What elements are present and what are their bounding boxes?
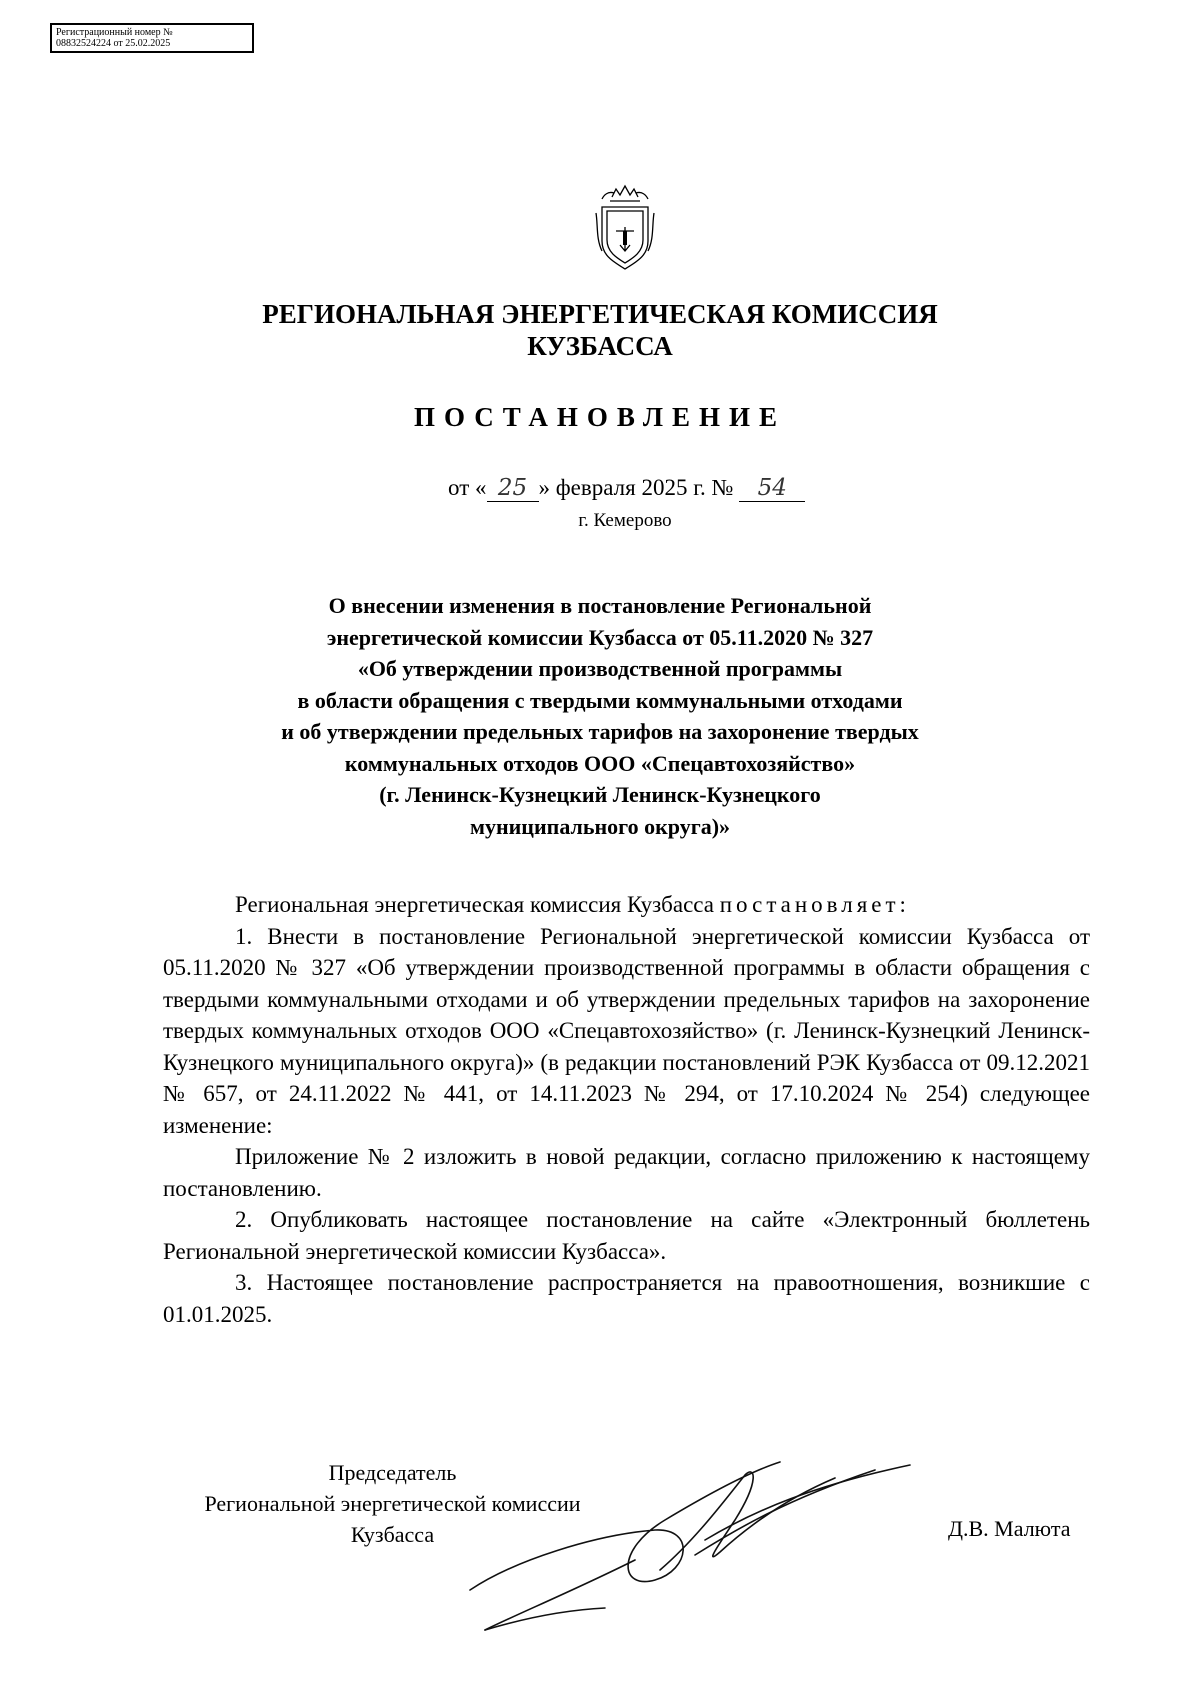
agency-name xyxy=(0,298,1200,362)
date-middle: » февраля 2025 г. № xyxy=(538,475,734,500)
city: г. Кемерово xyxy=(578,510,672,531)
intro-decree-word: постановляет: xyxy=(719,892,910,917)
date-line xyxy=(448,475,805,502)
date-day: 25 xyxy=(487,475,539,502)
subject-line: энергетической комиссии Кузбасса от 05.11.2020 № 327 xyxy=(326,624,874,650)
coat-of-arms-icon xyxy=(592,183,658,273)
intro-text: Региональная энергетическая комиссия Кузбасса xyxy=(235,892,720,917)
agency-name-line2: КУЗБАССА xyxy=(527,331,673,361)
document-subject xyxy=(0,590,1200,842)
handwritten-signature xyxy=(455,1440,925,1640)
item-1-detail: Приложение № 2 изложить в новой редакции, согласно приложению к настоящему постановлению. xyxy=(163,1144,1090,1201)
registration-stamp xyxy=(50,23,254,53)
intro-paragraph xyxy=(163,889,1090,921)
item-1: 1. Внести в постановление Региональной энергетической комиссии Кузбасса от 05.11.2020 № 327 «Об утверждении производственной программы в области обращения с твердыми коммунальными отходами и об утверждении предельных тарифов на захоронение твердых коммунальных отходов ООО «Спецавтохозяйство» (г. Ленинск-Кузнецкий Ленинск-Кузнецкого муниципального округа)» (в редакции постановлений РЭК Кузбасса от 09.12.2021 № 657, от 24.11.2022 № 441, от 14.11.2023 № 294, от 17.10.2024 № 254) следующее изменение: xyxy=(163,923,1090,1138)
document-number: 54 xyxy=(739,475,805,502)
signatory-title-line2: Региональной энергетической комиссии xyxy=(204,1491,581,1516)
subject-line: муниципального округа)» xyxy=(469,813,731,839)
document-body xyxy=(163,889,1090,1330)
agency-name-line1: РЕГИОНАЛЬНАЯ ЭНЕРГЕТИЧЕСКАЯ КОМИССИЯ xyxy=(262,299,938,329)
subject-line: и об утверждении предельных тарифов на захоронение твердых xyxy=(281,719,919,744)
signatory-name: Д.В. Малюта xyxy=(948,1516,1071,1541)
item-3: 3. Настоящее постановление распространяется на правоотношения, возникшие с 01.01.2025. xyxy=(163,1270,1090,1327)
signatory-title-line3: Кузбасса xyxy=(350,1522,435,1547)
registration-label: Регистрационный номер № xyxy=(56,27,173,38)
registration-number: 08832524224 от 25.02.2025 xyxy=(56,38,171,49)
subject-line: О внесении изменения в постановление Региональной xyxy=(328,593,872,618)
date-prefix: от « xyxy=(448,475,487,500)
subject-line: «Об утверждении производственной программы xyxy=(357,656,843,681)
item-2: 2. Опубликовать настоящее постановление на сайте «Электронный бюллетень Региональной энергетической комиссии Кузбасса». xyxy=(163,1207,1090,1264)
subject-line: коммунальных отходов ООО «Спецавтохозяйство» xyxy=(344,750,856,776)
subject-line: (г. Ленинск-Кузнецкий Ленинск-Кузнецкого xyxy=(379,782,821,807)
signatory-title-line1: Председатель xyxy=(328,1460,457,1485)
document-type: ПОСТАНОВЛЕНИЕ xyxy=(413,402,787,432)
subject-line: в области обращения с твердыми коммунальными отходами xyxy=(297,687,903,713)
